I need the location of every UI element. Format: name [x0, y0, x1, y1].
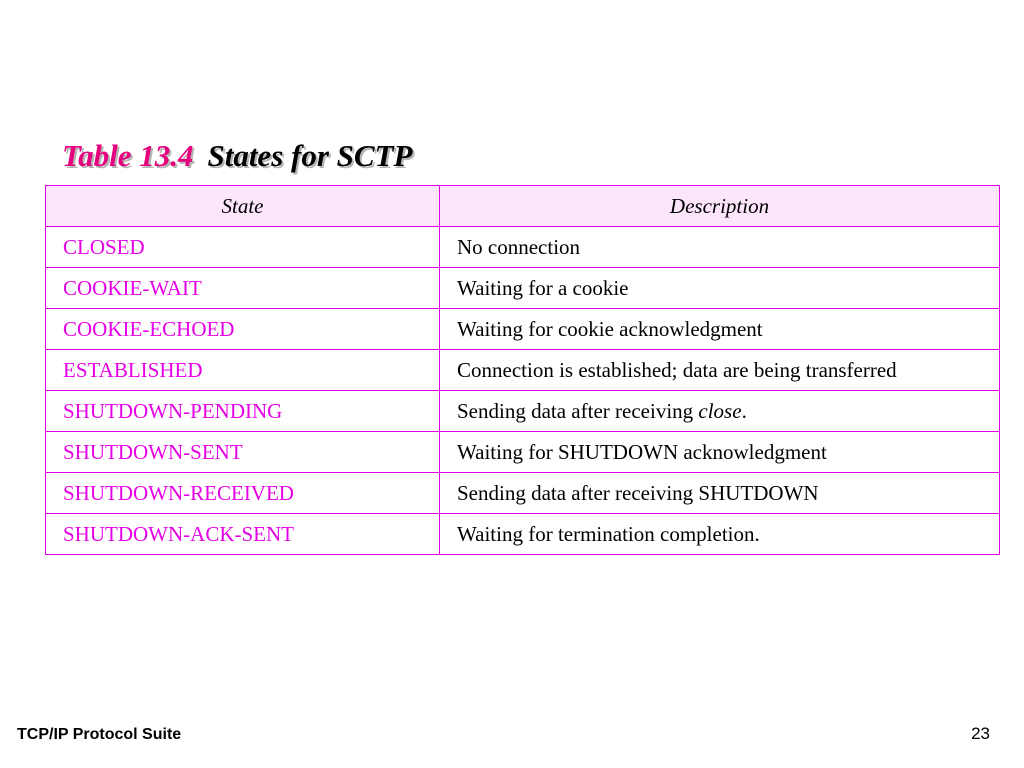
table-row	[46, 432, 1000, 473]
table-number: Table 13.4	[62, 138, 194, 173]
state-cell: CLOSED	[46, 227, 440, 268]
state-cell: SHUTDOWN-ACK-SENT	[46, 514, 440, 555]
slide-title	[62, 134, 412, 178]
state-cell: SHUTDOWN-PENDING	[46, 391, 440, 432]
description-cell: Waiting for termination completion.	[440, 514, 1000, 555]
description-cell: Waiting for SHUTDOWN acknowledgment	[440, 432, 1000, 473]
description-cell: Sending data after receiving SHUTDOWN	[440, 473, 1000, 514]
sctp-states-table	[45, 185, 1000, 555]
state-cell: SHUTDOWN-SENT	[46, 432, 440, 473]
state-cell: COOKIE-WAIT	[46, 268, 440, 309]
state-cell: ESTABLISHED	[46, 350, 440, 391]
description-cell: No connection	[440, 227, 1000, 268]
state-cell: SHUTDOWN-RECEIVED	[46, 473, 440, 514]
footer-book-title: TCP/IP Protocol Suite	[17, 726, 182, 743]
table-row	[46, 227, 1000, 268]
description-emphasis: close	[698, 398, 742, 423]
table-row	[46, 391, 1000, 432]
table-row	[46, 350, 1000, 391]
table-row	[46, 514, 1000, 555]
state-cell: COOKIE-ECHOED	[46, 309, 440, 350]
table-row	[46, 268, 1000, 309]
page-number: 23	[971, 724, 990, 743]
description-text: Sending data after receiving	[457, 398, 699, 423]
table-row	[46, 309, 1000, 350]
header-description: Description	[440, 186, 1000, 227]
description-cell	[440, 391, 1000, 432]
description-text: .	[741, 398, 747, 423]
table-row	[46, 473, 1000, 514]
table-header-row	[46, 186, 1000, 227]
table-title: States for SCTP	[207, 138, 413, 173]
header-state: State	[46, 186, 440, 227]
description-cell: Waiting for cookie acknowledgment	[440, 309, 1000, 350]
description-cell: Waiting for a cookie	[440, 268, 1000, 309]
description-cell: Connection is established; data are being transferred	[440, 350, 1000, 391]
